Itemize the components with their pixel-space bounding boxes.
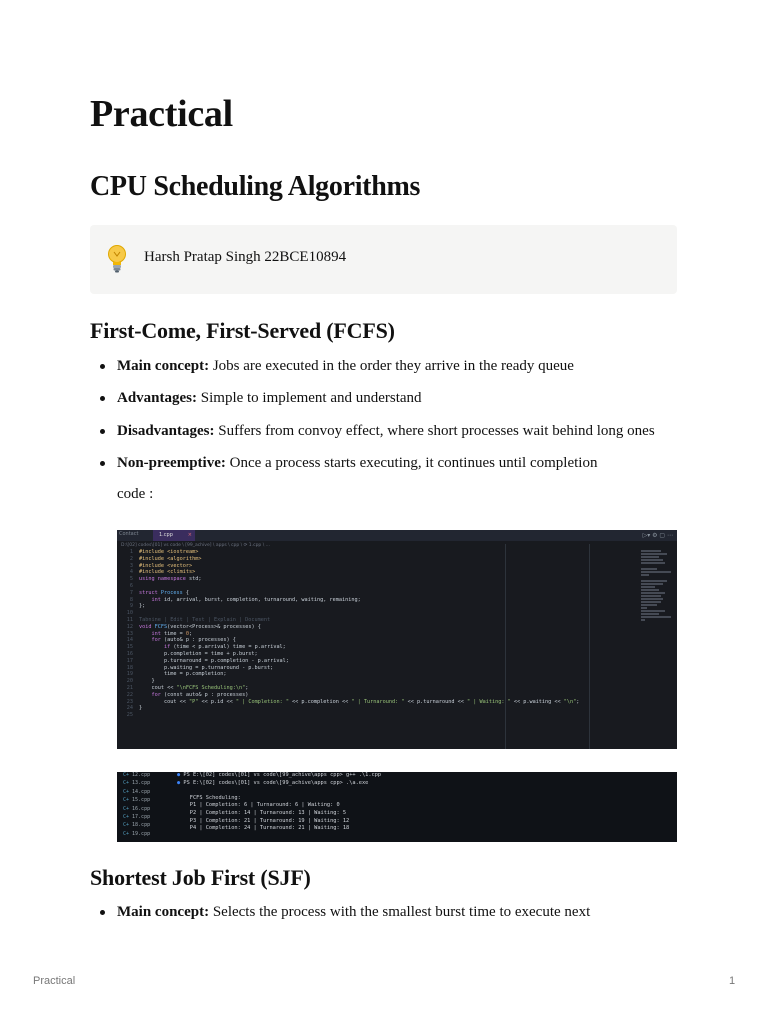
minimap-line (641, 592, 665, 594)
editor-tab-bar (117, 530, 677, 541)
line-number: 15 (126, 644, 133, 651)
code-line (119, 712, 579, 719)
indent-guide (589, 544, 590, 749)
code-line (119, 569, 579, 576)
bullet-text: Jobs are executed in the order they arrive in the ready queue (209, 358, 574, 374)
code-line (119, 665, 579, 672)
code-line (119, 658, 579, 665)
code-token: (auto& p : processes) { (164, 637, 236, 644)
code-token: ; (245, 684, 249, 691)
code-line (119, 678, 579, 685)
line-number: 1 (129, 549, 133, 555)
terminal-text: PS E:\[02] codes\[01] vs code\[99_achive\apps cpp> g++ .\1.cpp (183, 772, 382, 778)
terminal-text: PS E:\[02] codes\[01] vs code\[99_achive\apps cpp> .\a.exe (183, 779, 369, 786)
terminal-line (177, 772, 381, 780)
editor-actions-icon: ▷▾ ⚙ ▢ ⋯ (642, 532, 673, 539)
cpp-file-icon: C+ (123, 797, 130, 804)
file-item[interactable] (123, 797, 173, 805)
minimap-line (641, 619, 645, 621)
code-token: #include <climits> (139, 569, 196, 576)
editor-tab-inactive: Contact (119, 531, 139, 537)
minimap-line (641, 613, 659, 615)
editor-tab-active (153, 530, 195, 541)
bullet-text: Selects the process with the smallest burst time to execute next (209, 904, 591, 920)
tab-label: 1.cpp (159, 532, 173, 538)
cpp-file-icon: C+ (123, 788, 130, 795)
list-item (90, 356, 690, 376)
bullet-text: Once a process starts executing, it continues until completion (225, 455, 598, 471)
cpp-file-icon: C+ (123, 822, 130, 829)
code-token: (const auto& p : processes) (164, 691, 249, 698)
code-token: int (151, 630, 164, 637)
terminal-line (177, 810, 381, 818)
terminal-line (177, 780, 381, 788)
file-name: 19.cpp (132, 830, 151, 837)
code-token: ; (189, 630, 193, 637)
line-number: 24 (126, 705, 133, 712)
minimap-line (641, 559, 663, 561)
code-token: ; (576, 698, 580, 705)
file-name: 15.cpp (132, 797, 151, 804)
code-token: FCFS (154, 623, 168, 630)
code-token: { (185, 589, 189, 596)
code-line (119, 576, 579, 583)
terminal-output (177, 772, 381, 833)
code-line (119, 671, 579, 678)
line-number: 25 (126, 712, 133, 719)
page-number: 1 (729, 975, 736, 987)
list-item (90, 388, 690, 408)
author-callout (90, 225, 677, 294)
line-number: 18 (126, 664, 133, 671)
code-line (119, 549, 579, 556)
prompt-dot-icon: ● (177, 779, 184, 786)
minimap-line (641, 598, 663, 600)
cpp-file-icon: C+ (123, 830, 130, 837)
code-line (119, 603, 579, 610)
file-item[interactable] (123, 822, 173, 830)
code-line (119, 685, 579, 692)
line-number: 2 (129, 555, 133, 562)
code-token: int (151, 596, 164, 603)
line-number: 23 (126, 698, 133, 705)
code-token (139, 631, 152, 637)
code-token: void (139, 623, 155, 630)
code-block (119, 549, 579, 719)
code-token: p.waiting = p.turnaround - p.burst; (139, 664, 274, 671)
code-token: << p.turnaround << (404, 698, 467, 705)
terminal-text: P3 | Completion: 21 | Turnaround: 19 | Waiting: 12 (189, 817, 350, 824)
cpp-file-icon: C+ (123, 813, 130, 820)
terminal-line (177, 825, 381, 833)
prompt-dot-icon: ● (177, 772, 184, 778)
code-token: for (151, 691, 164, 698)
file-explorer (123, 772, 173, 839)
code-token: (time < p.arrival) time = p.arrival; (173, 644, 286, 651)
terminal-line (177, 795, 381, 803)
sjf-bullet-list (90, 902, 690, 922)
bullet-label: Main concept: (117, 358, 210, 374)
file-item[interactable] (123, 806, 173, 814)
lightbulb-icon (106, 244, 128, 274)
line-number: 21 (126, 684, 133, 691)
footer-title: Practical (33, 975, 76, 987)
minimap-line (641, 601, 661, 603)
fcfs-heading: First-Come, First-Served (FCFS) (90, 318, 395, 343)
minimap-line (641, 550, 661, 552)
line-number: 4 (129, 569, 133, 576)
code-token: time = p.completion; (139, 671, 227, 678)
code-token: #include <vector> (139, 562, 193, 569)
sjf-heading: Shortest Job First (SJF) (90, 865, 311, 890)
code-line (119, 583, 579, 590)
code-token: " | Waiting: " (466, 698, 511, 705)
minimap-line (641, 595, 661, 597)
terminal-line (177, 787, 381, 795)
code-line (119, 556, 579, 563)
code-token (139, 692, 152, 698)
bullet-label: Main concept: (117, 904, 210, 920)
code-token: } (139, 705, 143, 712)
code-line (119, 610, 579, 617)
close-icon: × (187, 532, 192, 538)
page-title: Practical (90, 93, 233, 135)
bullet-label: Non-preemptive: (117, 455, 226, 471)
code-token: if (164, 644, 174, 651)
line-number: 9 (129, 603, 133, 610)
code-token: time = (164, 630, 186, 637)
minimap-line (641, 580, 667, 582)
line-number: 7 (129, 589, 133, 596)
line-number: 5 (129, 576, 133, 583)
breadcrumb: D:\[02] codes\[01] vs code \ [99_achive] \ apps \ cpp \ ⟳ 1.cpp \ ... (121, 543, 270, 548)
minimap-line (641, 562, 665, 564)
code-line (119, 651, 579, 658)
callout-text: Harsh Pratap Singh 22BCE10894 (144, 249, 347, 265)
file-name: 14.cpp (132, 788, 151, 795)
line-number: 13 (126, 630, 133, 637)
code-token (139, 597, 152, 603)
file-item[interactable] (123, 789, 173, 797)
code-token: << p.waiting << (510, 698, 564, 705)
bullet-label: Advantages: (117, 390, 198, 406)
minimap-line (641, 583, 663, 585)
line-number: 16 (126, 650, 133, 657)
minimap-line (641, 604, 657, 606)
code-token: Process (160, 589, 186, 596)
code-line (119, 631, 579, 638)
file-item[interactable] (123, 772, 173, 780)
line-number: 20 (126, 678, 133, 685)
code-token: " | Completion: " (235, 698, 289, 705)
minimap-line (641, 586, 655, 588)
code-token: p.turnaround = p.completion - p.arrival; (139, 657, 289, 664)
minimap-line (641, 616, 671, 618)
code-token: std; (188, 576, 202, 583)
minimap-line (641, 553, 667, 555)
file-name: 12.cpp (132, 772, 151, 778)
code-token: #include <iostream> (139, 549, 199, 555)
file-name: 17.cpp (132, 813, 151, 820)
code-token: p.completion = time + p.burst; (139, 650, 258, 657)
code-token: "\nFCFS Scheduling:\n" (176, 684, 246, 691)
code-token: " | Turnaround: " (351, 698, 405, 705)
file-name: 13.cpp (132, 780, 151, 787)
fcfs-bullet-list (90, 356, 690, 473)
code-line (119, 563, 579, 570)
code-token (139, 644, 164, 650)
minimap-line (641, 556, 659, 558)
line-number: 6 (129, 582, 133, 589)
list-item (90, 453, 690, 473)
terminal-text: P1 | Completion: 6 | Turnaround: 6 | Waiting: 0 (189, 802, 340, 809)
code-token: cout << (139, 684, 177, 691)
code-line (119, 590, 579, 597)
file-item[interactable] (123, 831, 173, 839)
cpp-file-icon: C+ (123, 780, 130, 787)
line-number: 14 (126, 637, 133, 644)
file-item[interactable] (123, 814, 173, 822)
code-token: Tabnine | Edit | Test | Explain | Document (139, 616, 271, 623)
code-line (119, 692, 579, 699)
code-token: #include <algorithm> (139, 555, 202, 562)
code-line (119, 699, 579, 706)
list-item (90, 421, 690, 441)
cpp-file-icon: C+ (123, 805, 130, 812)
code-token: (vector<Process>& processes) { (167, 623, 261, 630)
minimap-line (641, 610, 665, 612)
list-item (90, 902, 690, 922)
file-name: 16.cpp (132, 805, 151, 812)
minimap-line (641, 574, 649, 576)
bullet-text: Suffers from convoy effect, where short processes wait behind long ones (214, 423, 655, 439)
file-name: 18.cpp (132, 822, 151, 829)
terminal-screenshot (117, 772, 677, 842)
terminal-text: FCFS Scheduling: (189, 794, 241, 801)
line-number: 12 (126, 623, 133, 630)
line-number: 3 (129, 562, 133, 569)
code-label: code : (117, 486, 154, 502)
code-line (119, 617, 579, 624)
editor-minimap (641, 550, 671, 650)
section-title: CPU Scheduling Algorithms (90, 171, 421, 202)
terminal-line (177, 802, 381, 810)
file-item[interactable] (123, 780, 173, 788)
code-token: for (151, 637, 164, 644)
terminal-line (177, 818, 381, 826)
minimap-line (641, 607, 647, 609)
line-number: 19 (126, 671, 133, 678)
code-token (139, 637, 152, 643)
code-token: << p.id << (198, 698, 236, 705)
code-line (119, 637, 579, 644)
code-token: << p.completion << (288, 698, 352, 705)
code-token: id, arrival, burst, completion, turnaround, waiting, remaining; (164, 596, 361, 603)
line-number: 17 (126, 657, 133, 664)
code-token: struct (139, 589, 161, 596)
code-token: using namespace (139, 576, 189, 583)
code-token: 0 (185, 630, 189, 637)
cpp-file-icon: C+ (123, 772, 130, 778)
code-line (119, 705, 579, 712)
code-token: "P" (188, 698, 199, 705)
code-token: "\n" (563, 698, 577, 705)
code-token: }; (139, 603, 146, 610)
code-token: cout << (139, 698, 189, 705)
code-token: } (139, 678, 155, 685)
minimap-line (641, 571, 671, 573)
bullet-text: Simple to implement and understand (197, 390, 422, 406)
minimap-line (641, 568, 657, 570)
minimap-line (641, 589, 659, 591)
code-line (119, 624, 579, 631)
code-line (119, 597, 579, 604)
code-editor-screenshot (117, 530, 677, 749)
line-number: 10 (126, 610, 133, 617)
line-number: 8 (129, 596, 133, 603)
terminal-text: P2 | Completion: 14 | Turnaround: 13 | Waiting: 5 (189, 809, 347, 816)
bullet-label: Disadvantages: (117, 423, 215, 439)
code-line (119, 644, 579, 651)
terminal-text: P4 | Completion: 24 | Turnaround: 21 | Waiting: 18 (189, 825, 350, 832)
line-number: 11 (126, 616, 133, 623)
line-number: 22 (126, 691, 133, 698)
